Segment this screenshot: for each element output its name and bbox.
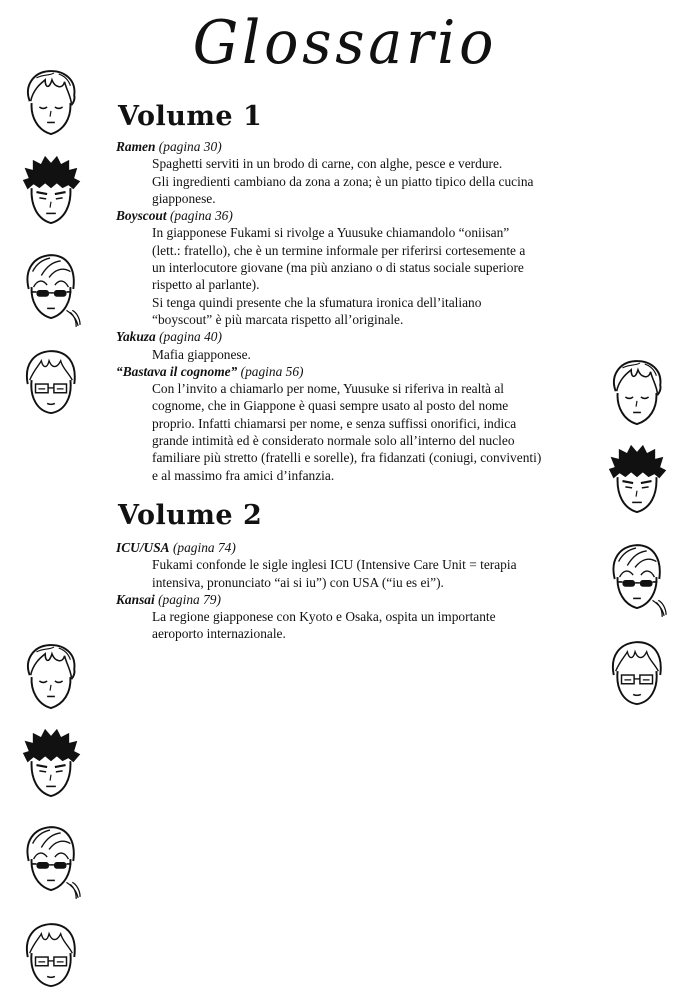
- definition-line: Fukami confonde le sigle inglesi ICU (Intensive Care Unit = terapia: [152, 557, 517, 573]
- entry-term: Yakuza: [116, 329, 156, 345]
- face-spiky-hair-icon: [606, 444, 668, 524]
- entry-page-ref: (pagina 36): [169, 208, 233, 224]
- entry-page-ref: (pagina 40): [159, 329, 222, 345]
- face-glasses-icon: [606, 636, 668, 716]
- entry-term: Kansai: [116, 591, 155, 607]
- entry-definition: [116, 346, 541, 363]
- entry-page-ref: (pagina 56): [240, 363, 304, 379]
- glossary-entry-heading: [116, 207, 541, 224]
- volume-1-entries: [116, 138, 541, 484]
- definition-line: giapponese.: [152, 190, 216, 206]
- entry-term: “Bastava il cognome”: [116, 363, 238, 379]
- definition-line: (lett.: fratello), che è un termine informale per riferirsi cortesemente a: [152, 242, 526, 258]
- definition-line: intensiva, pronunciato “ai si iu”) con USA (“iu es ei”).: [152, 574, 444, 590]
- glossary-entry-heading: [116, 591, 517, 608]
- glossary-entry-heading: [116, 363, 541, 380]
- definition-line: grande intimità ed è considerato normale solo all’interno del nucleo: [152, 433, 515, 449]
- face-soft-hair-icon: [20, 640, 82, 720]
- entry-page-ref: (pagina 74): [172, 540, 236, 555]
- face-soft-hair-icon: [20, 66, 82, 146]
- face-spiky-hair-icon: [20, 155, 82, 235]
- entry-term: ICU/USA: [116, 540, 170, 555]
- definition-line: Spaghetti serviti in un brodo di carne, con alghe, pesce e verdure.: [152, 156, 503, 172]
- face-spiky-hair-icon: [20, 728, 82, 808]
- face-soft-hair-icon: [606, 356, 668, 436]
- definition-line: La regione giapponese con Kyoto e Osaka, ospita un importante: [152, 609, 496, 625]
- glossary-entry-heading: [116, 138, 541, 155]
- volume-2-entries: [116, 539, 517, 643]
- entry-definition: [116, 380, 541, 484]
- definition-line: cognome, che in Giappone è quasi sempre usato al posto del nome: [152, 398, 509, 414]
- entry-term: Ramen: [116, 139, 156, 154]
- definition-line: un interlocutore giovane (ma più anziano o di status sociale superiore: [152, 260, 524, 276]
- definition-line: Mafia giapponese.: [152, 346, 251, 362]
- definition-line: Gli ingredienti cambiano da zona a zona; è un piatto tipico della cucina: [152, 173, 534, 189]
- entry-definition: [116, 556, 517, 591]
- definition-line: e al massimo fra amici d’infanzia.: [152, 467, 335, 483]
- face-sunglasses-icon: [20, 250, 82, 330]
- face-glasses-icon: [20, 345, 82, 425]
- entry-page-ref: (pagina 30): [158, 139, 222, 154]
- entry-term: Boyscout: [116, 208, 167, 224]
- face-sunglasses-icon: [606, 540, 668, 620]
- definition-line: rispetto al parlante).: [152, 277, 260, 293]
- volume-heading: Volume 2: [118, 500, 263, 531]
- definition-line: “boyscout” è più marcata rispetto all’originale.: [152, 311, 404, 327]
- glossary-entry-heading: [116, 539, 517, 556]
- volume-heading: Volume 1: [118, 101, 263, 132]
- definition-line: Con l’invito a chiamarlo per nome, Yuusuke si riferiva in realtà al: [152, 381, 505, 397]
- face-sunglasses-icon: [20, 822, 82, 902]
- entry-definition: [116, 224, 541, 328]
- entry-page-ref: (pagina 79): [158, 591, 221, 607]
- glossary-entry-heading: [116, 328, 541, 345]
- definition-line: familiare più stretto (fratelli e sorelle), fra fidanzati (coniugi, conviventi): [152, 450, 542, 466]
- definition-line: In giapponese Fukami si rivolge a Yuusuke chiamandolo “oniisan”: [152, 225, 510, 241]
- face-glasses-icon: [20, 918, 82, 998]
- definition-line: Si tenga quindi presente che la sfumatura ironica dell’italiano: [152, 294, 482, 310]
- entry-definition: [116, 155, 541, 207]
- entry-definition: [116, 608, 517, 643]
- definition-line: proprio. Infatti chiamarsi per nome, e senza suffissi onorifici, indica: [152, 415, 517, 431]
- page-title: Glossario: [192, 8, 498, 78]
- definition-line: aeroporto internazionale.: [152, 626, 286, 642]
